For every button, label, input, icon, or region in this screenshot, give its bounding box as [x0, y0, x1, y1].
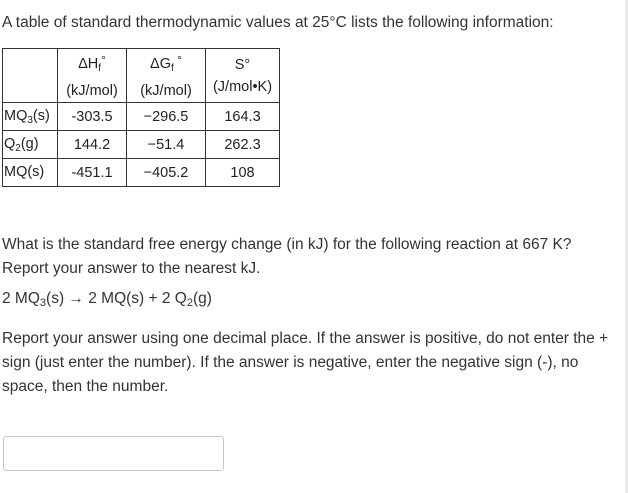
dH-cell: -451.1: [58, 159, 127, 187]
dH-cell: -303.5: [58, 103, 127, 131]
answer-input[interactable]: [3, 436, 224, 471]
instructions-text: Report your answer using one decimal place. If the answer is positive, do not enter the + sign (just enter the number). If the answer is negative, enter the negative sign (-), no space, then the number.: [2, 330, 609, 395]
S-cell: 262.3: [206, 131, 280, 159]
species-cell: MQ(s): [3, 159, 58, 187]
table-row: [3, 159, 280, 187]
header-dG: $\Delta G_f$ ° (kJ/mol): [127, 49, 206, 103]
header-S: S° (J/mol•K): [206, 49, 280, 103]
thermo-table: [2, 48, 280, 187]
intro-text: A table of standard thermodynamic values at 25°C lists the following information:: [2, 14, 554, 31]
dH-cell: 144.2: [58, 131, 127, 159]
table-row: [3, 131, 280, 159]
question-line: Report your answer to the nearest kJ.: [2, 260, 261, 277]
species-cell: $MQ_3(s)$: [3, 103, 58, 131]
question-line: What is the standard free energy change (in kJ) for the following reaction at 667 K?: [2, 236, 572, 253]
dG-cell: −405.2: [127, 159, 206, 187]
dG-cell: −51.4: [127, 131, 206, 159]
dG-cell: −296.5: [127, 103, 206, 131]
S-cell: 108: [206, 159, 280, 187]
question-text: [2, 233, 617, 281]
table-corner-cell: [3, 49, 58, 103]
reaction-equation: 2 MQ3(s) → 2 MQ(s) + 2 Q2(g): [2, 290, 212, 309]
table-row: [3, 103, 280, 131]
species-cell: $Q_2(g)$: [3, 131, 58, 159]
S-cell: 164.3: [206, 103, 280, 131]
arrow-icon: →: [68, 290, 84, 307]
header-dH: $\Delta H_f^\circ$ (kJ/mol): [58, 49, 127, 103]
